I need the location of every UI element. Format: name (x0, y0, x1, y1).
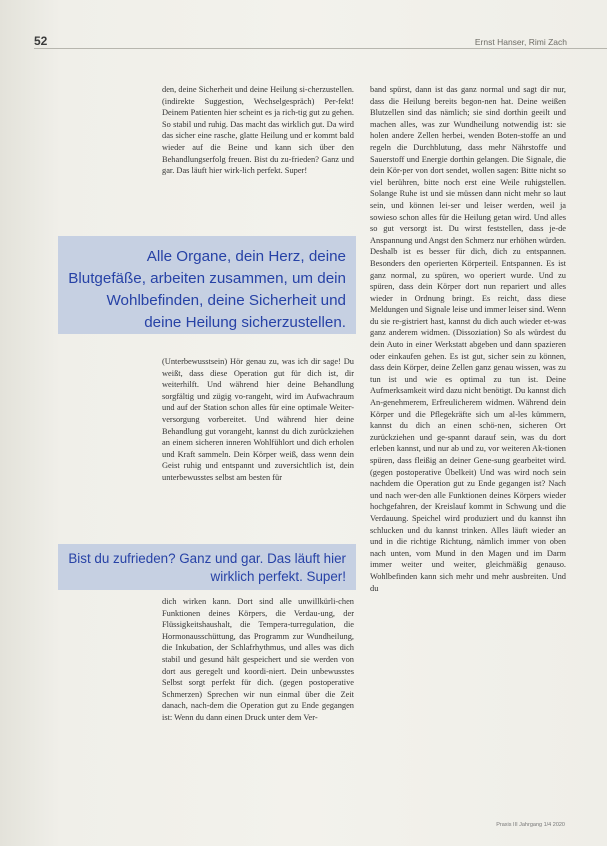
pull-quote-text: Alle Organe, dein Herz, deine Blutgefäße, arbeiten zusammen, um dein Wohlbefinden, deine Sicherheit und deine Heilung sicherzustellen. (68, 248, 346, 331)
pull-quote-text: Bist du zufrieden? Ganz und gar. Das läuft hier wirklich perfekt. Super! (68, 551, 346, 584)
page-footer: Praxis III Jahrgang 1/4 2020 (496, 822, 565, 828)
paragraph: (Unterbewusstsein) Hör genau zu, was ich dir sage! Du weißt, dass diese Operation gut für dich ist, dir weiterhilft. Und während hier deine Behandlung sorgfältig und zügig vo-rangeht, wird im Aufwachraum und auf der Station schon alles für eine optimale Weiter-versorgung vorbereitet. Und während hier deine Behandlung gut vorangeht, kannst du dich zurückziehen an einem sicheren inneren Wohlfühlort und dich erholen und Kraft sammeln. Dein Körper weiß, dass wenn dein Geist ruhig und entspannt und zuversichtlich ist, dein unterbewusstes selbst am besten für (162, 357, 354, 482)
running-head: Ernst Hanser, Rimi Zach (474, 37, 567, 47)
paragraph: band spürst, dann ist das ganz normal und sagt dir nur, dass die Heilung bereits begon-nen hat. Deine weißen Blutzellen sind das nämlich; sie sind dorthin geeilt und machen alles, was zur Wundheilung notwendig ist: sie holen andere Zellen herbei, wenden Boten-stoffe an und regeln die Durchblutung, dass mehr Nährstoffe und Sauerstoff und Energie dorthin gelangen. Die Signale, die dein Kör-per von dort sendet, wollen sagen: Bitte nicht so viel berühren, bitte noch erst eine Weile ruhigstellen. Solange Ruhe ist und sie müssen dann nicht mehr so laut sein, und können lei-ser und leiser werden, weil ja sowieso schon alles für die Heilung getan wird. Und alles so gut versorgt ist. Du wirst feststellen, dass je-de Anspannung und Angst den Schmerz nur erhöhen würden. Deshalb ist es besser für dich, dich zu entspannen. Besonders den operierten Körperteil. Entspannen. Es ist ganz normal, zu spüren, wo operiert wurde. Und zu spüren, dass dein Körper dort nun repariert und alles wieder in Ordnung bringt. Es reicht, dass diese Meldungen und Signale leise und immer leiser sind. Wenn du sie re-gistriert hast, kannst du dich auch wieder et-was ganz anderem widmen. (Dissoziation) So als würdest du dein Auto in einer Werkstatt abgeben und dann spazieren oder einkaufen gehen. Es ist gut, sicher sein zu können, dass dein Körper, deine Zellen ganz genau wissen, was zu tun ist und wie es optimal zu tun ist. Deine Aufmerksamkeit wird dazu nicht benötigt. Du kannst dich An-genehmerem, Erfreulicherem widmen. Während dein Körper und die Pflegekräfte sich um al-les kümmern, kannst du dich an einen schö-nen, sicheren Ort zurückziehen und ge-spannt darauf sein, was du dort erleben kannst, und nur ab und zu, vor weiteren Ak-tionen spüren, dass fleißig an deiner Gene-sung gearbeitet wird. (gegen postoperative Übelkeit) Und was wird noch sein nachdem die Operation gut zu Ende gegangen ist? Nach und nach wer-den alle Funktionen deines Körpers wieder hochgefahren, der Kreislauf kommt in Schwung und die Verdauung. Speichel wird produziert und du kannst ihn schlucken und du kannst trinken. Alles läuft wieder an und in die richtige Richtung, nämlich immer von oben nach unten, vom Mund in den Magen und im Darm immer weiter und weiter, gleichmäßig genauso. Wohlbefinden kann sich mehr und mehr ausbreiten. Und du (370, 85, 566, 593)
body-text-right (370, 84, 566, 594)
body-text-left-middle (162, 356, 354, 484)
pull-quote (58, 544, 356, 590)
pull-quote (58, 236, 356, 334)
paragraph: dich wirken kann. Dort sind alle unwillkürli-chen Funktionen deines Körpers, die Verdau-ung, der Flüssigkeitshaushalt, die Tempera-turregulation, die Hormonausschüttung, das Programm zur Wundheilung, die Inkubation, der Schlafrhythmus, und alles was dich stabil und gesund hält gespeichert und sie werden von dort aus geregelt und koordi-niert. Dein unbewusstes Selbst sorgt perfekt für dich. (gegen postoperative Schmerzen) Sprechen wir nun einmal über die Zeit danach, nach-dem die Operation gut zu Ende gegangen ist: Wenn du dann einen Druck unter dem Ver- (162, 597, 354, 722)
paragraph: den, deine Sicherheit und deine Heilung si-cherzustellen. (indirekte Suggestion, Wechselgespräch) Per-fekt! Deinem Patienten hier scheint es ja rich-tig gut zu gehen. So stabil und ruhig. Das macht das wirklich gut. Da wird das sicher eine rasche, glatte Heilung und er kommt bald wieder auf die Beine und kann sich über den Behandlungserfolg freuen. Bist du zu-frieden? Ganz und gar. Das läuft hier wirk-lich perfekt. Super! (162, 85, 354, 176)
header-divider (34, 48, 607, 49)
body-text-left-bottom (162, 596, 354, 724)
body-text-left-top (162, 84, 354, 177)
page-number: 52 (34, 34, 48, 48)
